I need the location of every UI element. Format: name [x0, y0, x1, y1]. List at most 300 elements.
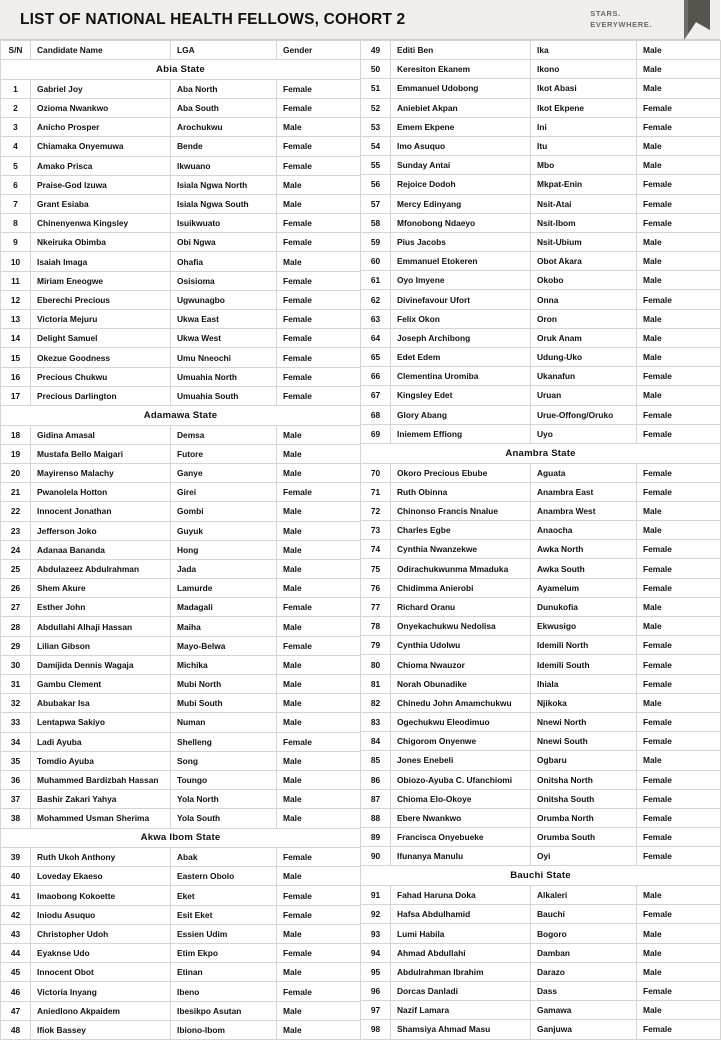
cell-lga: Ukwa West [171, 329, 277, 348]
cell-candidate-name: Damijida Dennis Wagaja [31, 655, 171, 674]
cell-gender: Male [637, 232, 721, 251]
cell-gender: Female [637, 712, 721, 731]
table-row [361, 578, 721, 597]
table-row [1, 290, 361, 309]
cell-sn: 45 [1, 963, 31, 982]
table-row [361, 559, 721, 578]
cell-lga: Madagali [171, 598, 277, 617]
cell-candidate-name: Dorcas Danladi [391, 982, 531, 1001]
cell-sn: 98 [361, 1020, 391, 1039]
cell-gender: Male [277, 751, 361, 770]
cell-sn: 89 [361, 828, 391, 847]
table-row [361, 79, 721, 98]
cell-candidate-name: Felix Okon [391, 309, 531, 328]
cell-candidate-name: Ifiok Bassey [31, 1020, 171, 1039]
cell-lga: Ihiala [531, 674, 637, 693]
cell-lga: Mbo [531, 156, 637, 175]
table-row [361, 482, 721, 501]
cell-gender: Male [637, 962, 721, 981]
cell-gender: Male [277, 675, 361, 694]
table-row [1, 963, 361, 982]
cell-lga: Aba North [171, 79, 277, 98]
cell-gender: Male [277, 194, 361, 213]
table-row [1, 252, 361, 271]
state-name: Anambra State [361, 443, 721, 463]
cell-candidate-name: Okoro Precious Ebube [391, 463, 531, 482]
fellows-table-wrapper [0, 40, 720, 1040]
cell-sn: 94 [361, 943, 391, 962]
table-row [1, 521, 361, 540]
table-row [1, 348, 361, 367]
cell-candidate-name: Joseph Archibong [391, 328, 531, 347]
cell-sn: 75 [361, 559, 391, 578]
cell-sn: 37 [1, 790, 31, 809]
state-name: Abia State [1, 60, 361, 80]
cell-sn: 52 [361, 98, 391, 117]
cell-sn: 56 [361, 175, 391, 194]
cell-sn: 69 [361, 424, 391, 443]
cell-candidate-name: Delight Samuel [31, 329, 171, 348]
cell-gender: Female [637, 655, 721, 674]
cell-lga: Maiha [171, 617, 277, 636]
table-header-row [1, 41, 361, 60]
table-row [1, 636, 361, 655]
table-row [1, 214, 361, 233]
cell-candidate-name: Shamsiya Ahmad Masu [391, 1020, 531, 1039]
cell-lga: Dunukofia [531, 597, 637, 616]
cell-lga: Ekwusigo [531, 617, 637, 636]
cell-lga: Idemili North [531, 636, 637, 655]
table-row [1, 655, 361, 674]
cell-candidate-name: Mustafa Bello Maigari [31, 444, 171, 463]
cell-sn: 26 [1, 579, 31, 598]
cell-gender: Male [637, 309, 721, 328]
table-row [1, 559, 361, 578]
cell-lga: Eastern Obolo [171, 867, 277, 886]
cell-sn: 82 [361, 693, 391, 712]
cell-lga: Gombi [171, 502, 277, 521]
cell-candidate-name: Aniebiet Akpan [391, 98, 531, 117]
cell-sn: 21 [1, 483, 31, 502]
page-title: LIST OF NATIONAL HEALTH FELLOWS, COHORT 2 [20, 10, 406, 28]
cell-candidate-name: Mayirenso Malachy [31, 463, 171, 482]
cell-sn: 44 [1, 944, 31, 963]
table-row [1, 271, 361, 290]
cell-candidate-name: Shem Akure [31, 579, 171, 598]
cell-candidate-name: Grant Esiaba [31, 194, 171, 213]
table-row [1, 944, 361, 963]
cell-gender: Female [277, 598, 361, 617]
cell-sn: 74 [361, 540, 391, 559]
cell-candidate-name: Innocent Jonathan [31, 502, 171, 521]
cell-sn: 51 [361, 79, 391, 98]
cell-gender: Female [637, 828, 721, 847]
cell-candidate-name: Abdullahi Alhaji Hassan [31, 617, 171, 636]
cell-candidate-name: Editi Ben [391, 41, 531, 60]
cell-candidate-name: Pius Jacobs [391, 232, 531, 251]
cell-candidate-name: Iniodu Asuquo [31, 905, 171, 924]
table-row [1, 848, 361, 867]
state-section-header [1, 60, 361, 80]
cell-lga: Toungo [171, 770, 277, 789]
cell-candidate-name: Miriam Eneogwe [31, 271, 171, 290]
cell-candidate-name: Chinedu John Amamchukwu [391, 693, 531, 712]
cell-sn: 1 [1, 79, 31, 98]
cell-sn: 18 [1, 425, 31, 444]
cell-lga: Okobo [531, 271, 637, 290]
cell-gender: Male [277, 1001, 361, 1020]
cell-candidate-name: Kingsley Edet [391, 386, 531, 405]
cell-lga: Obi Ngwa [171, 233, 277, 252]
cell-candidate-name: Chigorom Onyenwe [391, 732, 531, 751]
cell-candidate-name: Victoria Inyang [31, 982, 171, 1001]
cell-lga: Anambra West [531, 501, 637, 520]
cell-lga: Arochukwu [171, 118, 277, 137]
cell-sn: 46 [1, 982, 31, 1001]
cell-lga: Song [171, 751, 277, 770]
cell-gender: Female [277, 732, 361, 751]
table-row [361, 712, 721, 731]
table-row [361, 905, 721, 924]
fellows-table-right [360, 40, 721, 1040]
cell-lga: Ikot Abasi [531, 79, 637, 98]
cell-gender: Male [277, 924, 361, 943]
cell-candidate-name: Iniemem Effiong [391, 424, 531, 443]
cell-sn: 95 [361, 962, 391, 981]
cell-lga: Njikoka [531, 693, 637, 712]
state-section-header [1, 405, 361, 425]
cell-candidate-name: Cynthia Udolwu [391, 636, 531, 655]
table-row [1, 617, 361, 636]
cell-lga: Awka North [531, 540, 637, 559]
cell-lga: Aguata [531, 463, 637, 482]
cell-lga: Isiala Ngwa South [171, 194, 277, 213]
cell-sn: 88 [361, 808, 391, 827]
cell-gender: Male [637, 328, 721, 347]
cell-lga: Essien Udim [171, 924, 277, 943]
cell-lga: Yola South [171, 809, 277, 828]
cell-sn: 60 [361, 252, 391, 271]
table-row [1, 598, 361, 617]
cell-gender: Female [277, 329, 361, 348]
cell-lga: Bogoro [531, 924, 637, 943]
cell-candidate-name: Adanaa Bananda [31, 540, 171, 559]
cell-lga: Ibiono-Ibom [171, 1020, 277, 1039]
cell-gender: Female [277, 848, 361, 867]
cell-gender: Female [277, 483, 361, 502]
cell-gender: Female [637, 175, 721, 194]
cell-candidate-name: Imo Asuquo [391, 136, 531, 155]
table-row [1, 194, 361, 213]
column-header-sn: S/N [1, 41, 31, 60]
cell-lga: Ayamelum [531, 578, 637, 597]
cell-candidate-name: Amako Prisca [31, 156, 171, 175]
table-row [1, 367, 361, 386]
cell-lga: Alkaleri [531, 886, 637, 905]
table-row [361, 328, 721, 347]
cell-gender: Male [277, 579, 361, 598]
cell-gender: Female [637, 405, 721, 424]
cell-sn: 36 [1, 770, 31, 789]
cell-sn: 83 [361, 712, 391, 731]
cell-lga: Umuahia North [171, 367, 277, 386]
table-row [1, 790, 361, 809]
cell-candidate-name: Lentapwa Sakiyo [31, 713, 171, 732]
cell-sn: 93 [361, 924, 391, 943]
cell-lga: Lamurde [171, 579, 277, 598]
cell-sn: 90 [361, 847, 391, 866]
cell-candidate-name: Chinonso Francis Nnalue [391, 501, 531, 520]
table-row [361, 521, 721, 540]
cell-gender: Female [277, 944, 361, 963]
cell-gender: Male [277, 425, 361, 444]
cell-candidate-name: Emem Ekpene [391, 117, 531, 136]
table-row [1, 540, 361, 559]
cell-gender: Female [637, 732, 721, 751]
cell-gender: Male [277, 559, 361, 578]
cell-gender: Male [637, 60, 721, 79]
cell-gender: Male [277, 655, 361, 674]
cell-sn: 38 [1, 809, 31, 828]
cell-candidate-name: Isaiah Imaga [31, 252, 171, 271]
cell-gender: Female [637, 982, 721, 1001]
cell-lga: Yola North [171, 790, 277, 809]
cell-candidate-name: Anicho Prosper [31, 118, 171, 137]
cell-sn: 32 [1, 694, 31, 713]
cell-gender: Female [277, 982, 361, 1001]
cell-candidate-name: Okezue Goodness [31, 348, 171, 367]
cell-lga: Uyo [531, 424, 637, 443]
cell-sn: 65 [361, 348, 391, 367]
cell-lga: Etim Ekpo [171, 944, 277, 963]
cell-candidate-name: Sunday Antai [391, 156, 531, 175]
table-row [361, 424, 721, 443]
table-row [361, 636, 721, 655]
cell-sn: 15 [1, 348, 31, 367]
cell-candidate-name: Charles Egbe [391, 521, 531, 540]
cell-candidate-name: Abubakar Isa [31, 694, 171, 713]
table-row [361, 367, 721, 386]
state-name: Bauchi State [361, 866, 721, 886]
cell-gender: Male [637, 617, 721, 636]
cell-sn: 78 [361, 617, 391, 636]
cell-candidate-name: Mohammed Usman Sherima [31, 809, 171, 828]
cell-lga: Oruk Anam [531, 328, 637, 347]
cell-sn: 91 [361, 886, 391, 905]
cell-gender: Male [637, 886, 721, 905]
table-row [1, 886, 361, 905]
cell-sn: 50 [361, 60, 391, 79]
cell-gender: Female [637, 213, 721, 232]
cell-candidate-name: Ogechukwu Eleodimuo [391, 712, 531, 731]
cell-gender: Female [637, 674, 721, 693]
table-row [1, 156, 361, 175]
cell-lga: Bauchi [531, 905, 637, 924]
cell-gender: Male [277, 540, 361, 559]
cell-candidate-name: Ruth Ukoh Anthony [31, 848, 171, 867]
cell-sn: 2 [1, 98, 31, 117]
table-row [361, 213, 721, 232]
table-row [361, 540, 721, 559]
table-row [361, 770, 721, 789]
cell-sn: 17 [1, 386, 31, 405]
cell-gender: Female [637, 578, 721, 597]
cell-sn: 11 [1, 271, 31, 290]
cell-gender: Male [637, 693, 721, 712]
table-row [361, 175, 721, 194]
table-row [361, 617, 721, 636]
cell-sn: 8 [1, 214, 31, 233]
cell-sn: 57 [361, 194, 391, 213]
cell-candidate-name: Precious Chukwu [31, 367, 171, 386]
table-row [1, 1001, 361, 1020]
cell-candidate-name: Cynthia Nwanzekwe [391, 540, 531, 559]
cell-candidate-name: Chidimma Anierobi [391, 578, 531, 597]
table-row [1, 502, 361, 521]
cell-sn: 13 [1, 310, 31, 329]
cell-candidate-name: Gambu Clement [31, 675, 171, 694]
cell-candidate-name: Ruth Obinna [391, 482, 531, 501]
cell-lga: Darazo [531, 962, 637, 981]
cell-lga: Bende [171, 137, 277, 156]
table-row [1, 98, 361, 117]
cell-lga: Ika [531, 41, 637, 60]
cell-lga: Hong [171, 540, 277, 559]
cell-candidate-name: Lumi Habila [391, 924, 531, 943]
cell-candidate-name: Jefferson Joko [31, 521, 171, 540]
cell-candidate-name: Nazif Lamara [391, 1001, 531, 1020]
table-row [361, 751, 721, 770]
table-row [361, 156, 721, 175]
cell-lga: Nsit-Atai [531, 194, 637, 213]
cell-candidate-name: Precious Darlington [31, 386, 171, 405]
table-row [361, 136, 721, 155]
table-row [361, 886, 721, 905]
cell-sn: 64 [361, 328, 391, 347]
cell-sn: 54 [361, 136, 391, 155]
cell-gender: Female [277, 137, 361, 156]
table-row [361, 828, 721, 847]
cell-gender: Male [637, 597, 721, 616]
table-row [361, 60, 721, 79]
cell-gender: Female [637, 540, 721, 559]
cell-lga: Nnewi North [531, 712, 637, 731]
cell-sn: 80 [361, 655, 391, 674]
cell-sn: 23 [1, 521, 31, 540]
cell-gender: Male [277, 790, 361, 809]
cell-gender: Male [637, 156, 721, 175]
cell-candidate-name: Ebere Nwankwo [391, 808, 531, 827]
cell-gender: Male [637, 79, 721, 98]
table-row [1, 713, 361, 732]
cell-sn: 86 [361, 770, 391, 789]
cell-candidate-name: Gabriel Joy [31, 79, 171, 98]
table-row [361, 386, 721, 405]
cell-lga: Ganjuwa [531, 1020, 637, 1039]
cell-candidate-name: Gidina Amasal [31, 425, 171, 444]
cell-lga: Jada [171, 559, 277, 578]
cell-sn: 97 [361, 1001, 391, 1020]
cell-gender: Male [277, 713, 361, 732]
cell-candidate-name: Innocent Obot [31, 963, 171, 982]
cell-lga: Ukanafun [531, 367, 637, 386]
cell-gender: Male [637, 386, 721, 405]
cell-candidate-name: Mercy Edinyang [391, 194, 531, 213]
cell-lga: Mubi North [171, 675, 277, 694]
table-row [361, 943, 721, 962]
cell-lga: Damban [531, 943, 637, 962]
right-column [360, 40, 720, 1040]
cell-sn: 20 [1, 463, 31, 482]
cell-lga: Demsa [171, 425, 277, 444]
cell-gender: Male [277, 444, 361, 463]
cell-candidate-name: Jones Enebeli [391, 751, 531, 770]
cell-sn: 27 [1, 598, 31, 617]
table-row [361, 655, 721, 674]
cell-sn: 4 [1, 137, 31, 156]
cell-sn: 66 [361, 367, 391, 386]
cell-sn: 62 [361, 290, 391, 309]
cell-sn: 7 [1, 194, 31, 213]
table-row [1, 1020, 361, 1039]
state-name: Adamawa State [1, 405, 361, 425]
cell-gender: Female [277, 636, 361, 655]
table-row [1, 732, 361, 751]
cell-sn: 30 [1, 655, 31, 674]
cell-candidate-name: Esther John [31, 598, 171, 617]
document-header [0, 0, 720, 40]
cell-gender: Male [277, 463, 361, 482]
table-row [1, 867, 361, 886]
cell-gender: Female [637, 117, 721, 136]
cell-candidate-name: Ladi Ayuba [31, 732, 171, 751]
cell-candidate-name: Francisca Onyebueke [391, 828, 531, 847]
table-row [1, 770, 361, 789]
cell-lga: Abak [171, 848, 277, 867]
cell-gender: Female [637, 98, 721, 117]
cell-lga: Uruan [531, 386, 637, 405]
table-row [361, 962, 721, 981]
cell-candidate-name: Keresiton Ekanem [391, 60, 531, 79]
table-row [1, 751, 361, 770]
cell-lga: Numan [171, 713, 277, 732]
cell-sn: 24 [1, 540, 31, 559]
cell-lga: Ibesikpo Asutan [171, 1001, 277, 1020]
cell-candidate-name: Ozioma Nwankwo [31, 98, 171, 117]
cell-lga: Ukwa East [171, 310, 277, 329]
brand-line-1: STARS. [590, 9, 621, 19]
cell-gender: Male [277, 694, 361, 713]
cell-sn: 40 [1, 867, 31, 886]
cell-lga: Oron [531, 309, 637, 328]
cell-sn: 92 [361, 905, 391, 924]
cell-lga: Guyuk [171, 521, 277, 540]
cell-lga: Ohafia [171, 252, 277, 271]
cell-gender: Male [277, 252, 361, 271]
table-row [1, 905, 361, 924]
cell-gender: Male [637, 271, 721, 290]
table-row [1, 982, 361, 1001]
state-section-header [361, 443, 721, 463]
cell-lga: Isuikwuato [171, 214, 277, 233]
table-row [361, 348, 721, 367]
table-row [361, 808, 721, 827]
table-row [361, 597, 721, 616]
cell-sn: 5 [1, 156, 31, 175]
cell-sn: 76 [361, 578, 391, 597]
cell-sn: 34 [1, 732, 31, 751]
table-row [361, 982, 721, 1001]
